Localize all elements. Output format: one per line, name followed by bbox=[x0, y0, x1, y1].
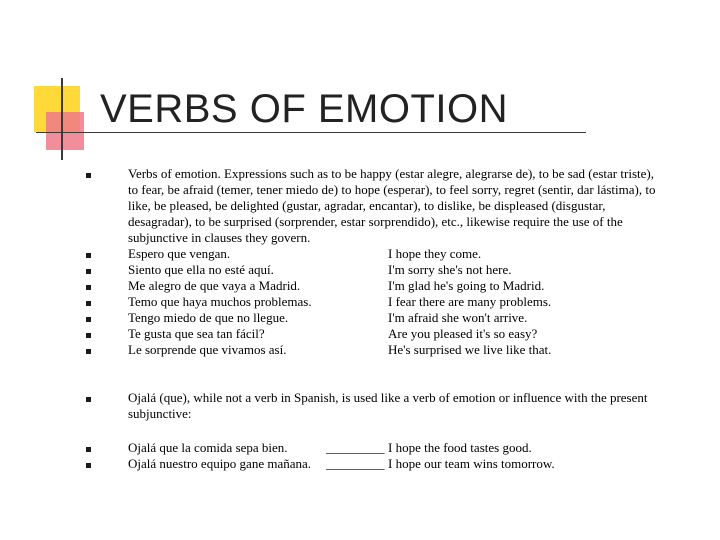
ojala-example-blank: _________ bbox=[326, 456, 385, 471]
example-english: I'm glad he's going to Madrid. bbox=[388, 278, 545, 293]
bullet-marker bbox=[86, 269, 91, 274]
ojala-example-spanish: Ojalá que la comida sepa bien. bbox=[128, 440, 288, 455]
bullet-marker bbox=[86, 463, 91, 468]
ojala-example-blank: _________ bbox=[326, 440, 385, 455]
bullet-marker bbox=[86, 349, 91, 354]
example-english: He's surprised we live like that. bbox=[388, 342, 552, 357]
example-english: I'm sorry she's not here. bbox=[388, 262, 512, 277]
bullet-marker bbox=[86, 173, 91, 178]
example-spanish: Tengo miedo de que no llegue. bbox=[128, 310, 289, 325]
bullet-marker bbox=[86, 285, 91, 290]
ojala-example-english: I hope the food tastes good. bbox=[388, 440, 532, 455]
intro-line: to fear, be afraid (temer, tener miedo de) to hope (esperar), to feel sorry, regret (sentir, dar lástima), to bbox=[128, 182, 656, 197]
example-spanish: Siento que ella no esté aquí. bbox=[128, 262, 274, 277]
intro-paragraph bbox=[128, 166, 698, 246]
bullet-marker bbox=[86, 301, 91, 306]
ojala-example-english: I hope our team wins tomorrow. bbox=[388, 456, 555, 471]
example-spanish: Te gusta que sea tan fácil? bbox=[128, 326, 265, 341]
example-english: Are you pleased it's so easy? bbox=[388, 326, 538, 341]
example-english: I fear there are many problems. bbox=[388, 294, 552, 309]
bullet-marker bbox=[86, 317, 91, 322]
intro-line: like, be pleased, be delighted (gustar, agradar, encantar), to dislike, be displeased (disgustar, bbox=[128, 198, 606, 213]
intro-line: desagradar), to be surprised (sorprender, estar sorprendido), etc., likewise require the use of the bbox=[128, 214, 623, 229]
ojala-example-spanish: Ojalá nuestro equipo gane mañana. bbox=[128, 456, 312, 471]
bullet-marker bbox=[86, 447, 91, 452]
example-english: I'm afraid she won't arrive. bbox=[388, 310, 528, 325]
example-spanish: Espero que vengan. bbox=[128, 246, 231, 261]
intro-line: Verbs of emotion. Expressions such as to be happy (estar alegre, alegrarse de), to be sad (estar triste), bbox=[128, 166, 654, 181]
intro-line: subjunctive in clauses they govern. bbox=[128, 230, 311, 245]
bullet-marker bbox=[86, 253, 91, 258]
bullet-marker bbox=[86, 333, 91, 338]
slide-title: VERBS OF EMOTION bbox=[100, 87, 509, 131]
bullet-marker bbox=[86, 397, 91, 402]
ojala-note bbox=[128, 390, 698, 422]
example-spanish: Me alegro de que vaya a Madrid. bbox=[128, 278, 301, 293]
example-spanish: Temo que haya muchos problemas. bbox=[128, 294, 312, 309]
ojala-note-line: Ojalá (que), while not a verb in Spanish, is used like a verb of emotion or influence with the present bbox=[128, 390, 648, 405]
example-english: I hope they come. bbox=[388, 246, 482, 261]
example-spanish: Le sorprende que vivamos así. bbox=[128, 342, 287, 357]
ojala-note-line: subjunctive: bbox=[128, 406, 192, 421]
